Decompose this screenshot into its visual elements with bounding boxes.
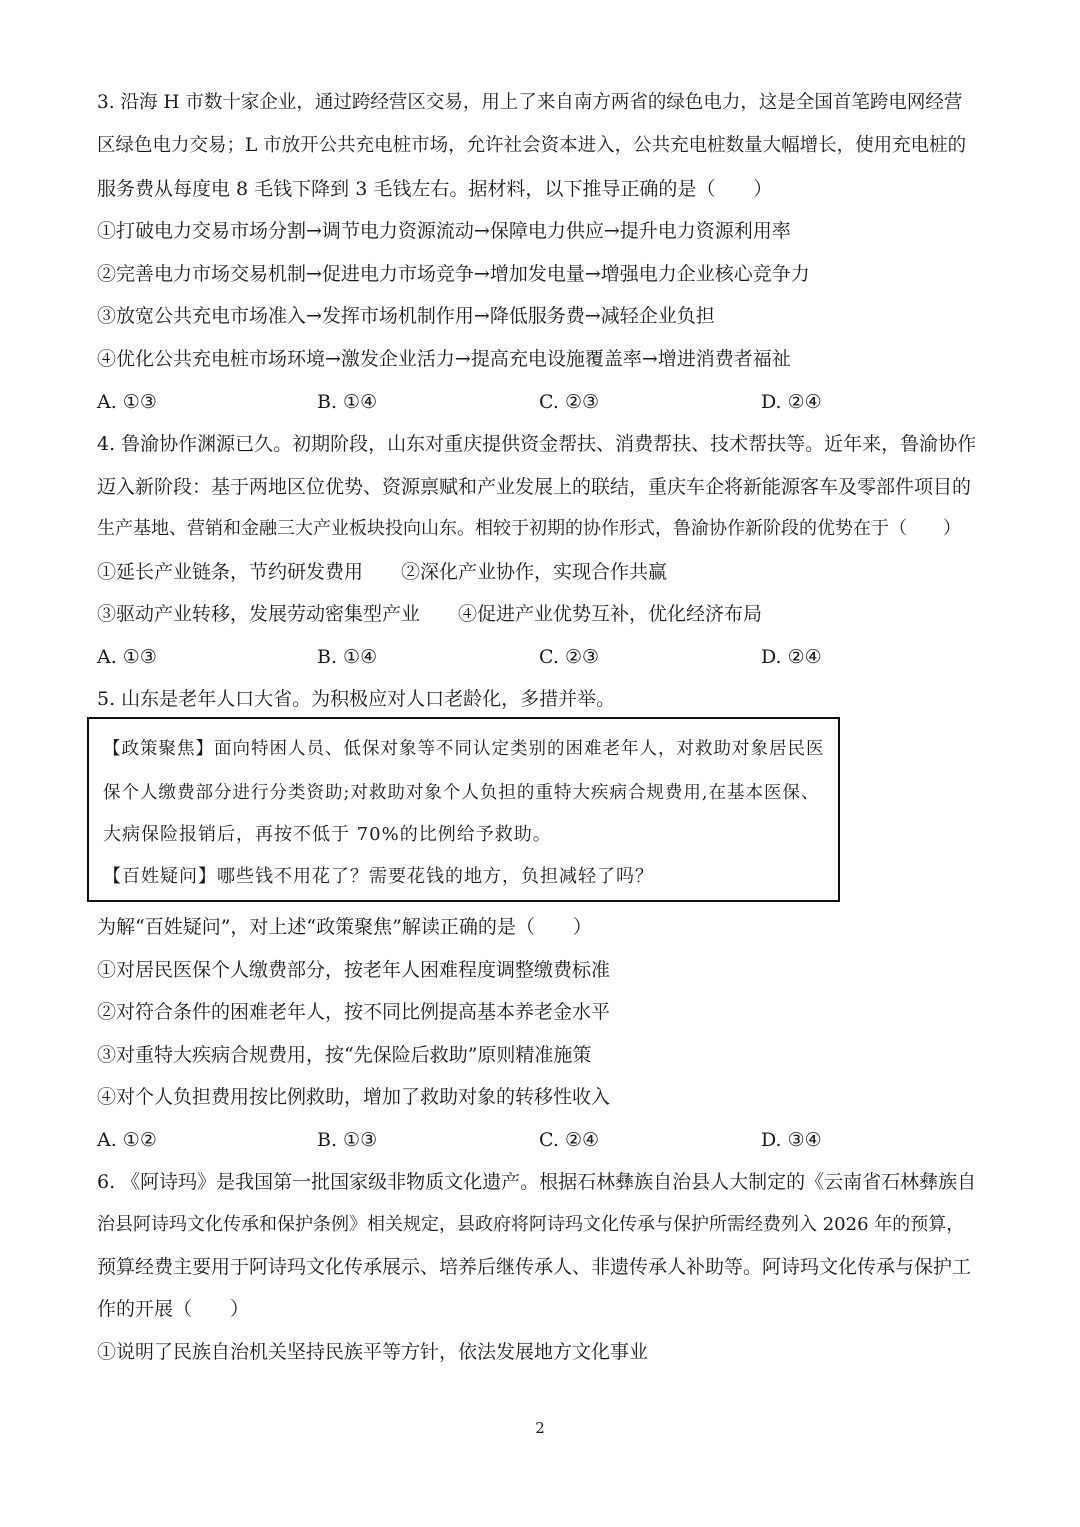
q5-item-4: ④对个人负担费用按比例救助，增加了救助对象的转移性收入 xyxy=(97,1086,611,1108)
q4-stem-line-2: 迈入新阶段：基于两地区位优势、资源禀赋和产业发展上的联结，重庆车企将新能源客车及零部件项目的 xyxy=(97,476,972,498)
policy-material-box xyxy=(87,717,840,902)
q6-stem-line-4: 作的开展（ ） xyxy=(97,1298,250,1320)
q3-option-d: D. ②④ xyxy=(761,391,822,413)
q5-stem: 为解“百姓疑问”，对上述“政策聚焦”解读正确的是（ ） xyxy=(97,916,592,938)
q3-item-4: ④优化公共充电桩市场环境→激发企业活力→提高充电设施覆盖率→增进消费者福祉 xyxy=(97,348,791,370)
q6-item-1: ①说明了民族自治机关坚持民族平等方针，依法发展地方文化事业 xyxy=(97,1341,649,1363)
q5-option-a: A. ①② xyxy=(97,1129,157,1151)
policy-box-line-2: 保个人缴费部分进行分类资助;对救助对象个人负担的重特大疾病合规费用,在基本医保、 xyxy=(103,783,820,803)
q3-item-1: ①打破电力交易市场分割→调节电力资源流动→保障电力供应→提升电力资源利用率 xyxy=(97,220,791,242)
policy-box-line-1: 【政策聚焦】面向特困人员、低保对象等不同认定类别的困难老年人，对救助对象居民医 xyxy=(103,739,825,759)
q3-option-a: A. ①③ xyxy=(97,391,157,413)
q4-option-d: D. ②④ xyxy=(761,646,822,668)
policy-box-line-3: 大病保险报销后，再按不低于 70%的比例给予救助。 xyxy=(103,824,552,845)
q5-options xyxy=(97,1128,997,1152)
q3-options xyxy=(97,390,997,414)
q6-stem-line-3: 预算经费主要用于阿诗玛文化传承展示、培养后继传承人、非遗传承人补助等。阿诗玛文化传承与保护工 xyxy=(97,1256,972,1278)
q4-stem-line-3: 生产基地、营销和金融三大产业板块投向山东。相较于初期的协作形式，鲁渝协作新阶段的优势在于（ ） xyxy=(97,518,961,539)
q5-item-2: ②对符合条件的困难老年人，按不同比例提高基本养老金水平 xyxy=(97,1001,611,1023)
q4-items-row-1: ①延长产业链条，节约研发费用 ②深化产业协作，实现合作共赢 xyxy=(97,561,668,583)
q6-stem-line-1: 6. 《阿诗玛》是我国第一批国家级非物质文化遗产。根据石林彝族自治县人大制定的《云南省石林彝族自 xyxy=(97,1171,977,1193)
q5-item-1: ①对居民医保个人缴费部分，按老年人困难程度调整缴费标准 xyxy=(97,959,611,981)
q3-option-b: B. ①④ xyxy=(317,391,378,413)
q4-items-row-2: ③驱动产业转移，发展劳动密集型产业 ④促进产业优势互补，优化经济布局 xyxy=(97,603,763,625)
policy-box-line-4: 【百姓疑问】哪些钱不用花了？需要花钱的地方，负担减轻了吗？ xyxy=(103,866,654,887)
q3-item-2: ②完善电力市场交易机制→促进电力市场竞争→增加发电量→增强电力企业核心竞争力 xyxy=(97,263,810,285)
q4-option-b: B. ①④ xyxy=(317,646,378,668)
q3-stem-line-3: 服务费从每度电 8 毛钱下降到 3 毛钱左右。据材料，以下推导正确的是（ ） xyxy=(97,178,773,200)
q5-option-b: B. ①③ xyxy=(317,1129,378,1151)
q4-option-a: A. ①③ xyxy=(97,646,157,668)
q5-option-c: C. ②④ xyxy=(539,1129,600,1151)
q5-option-d: D. ③④ xyxy=(761,1129,822,1151)
q3-stem-line-2: 区绿色电力交易；L 市放开公共充电桩市场，允许社会资本进入，公共充电桩数量大幅增长，使用充电桩的 xyxy=(97,135,967,156)
q3-stem-line-1: 3. 沿海 H 市数十家企业，通过跨经营区交易，用上了来自南方两省的绿色电力，这是全国首笔跨电网经营 xyxy=(97,92,963,113)
q5-item-3: ③对重特大疾病合规费用，按“先保险后救助”原则精准施策 xyxy=(97,1044,592,1066)
q4-stem-line-1: 4. 鲁渝协作渊源已久。初期阶段，山东对重庆提供资金帮扶、消费帮扶、技术帮扶等。近年来，鲁渝协作 xyxy=(97,433,977,455)
q4-options xyxy=(97,645,997,669)
q3-item-3: ③放宽公共充电市场准入→发挥市场机制作用→降低服务费→减轻企业负担 xyxy=(97,305,715,327)
q3-option-c: C. ②③ xyxy=(539,391,600,413)
q4-option-c: C. ②③ xyxy=(539,646,600,668)
q6-stem-line-2: 治县阿诗玛文化传承和保护条例》相关规定，县政府将阿诗玛文化传承与保护所需经费列入 2026 年的预算， xyxy=(97,1214,965,1235)
page-number: 2 xyxy=(535,1419,545,1437)
q5-intro: 5. 山东是老年人口大省。为积极应对人口老龄化，多措并举。 xyxy=(97,688,616,710)
